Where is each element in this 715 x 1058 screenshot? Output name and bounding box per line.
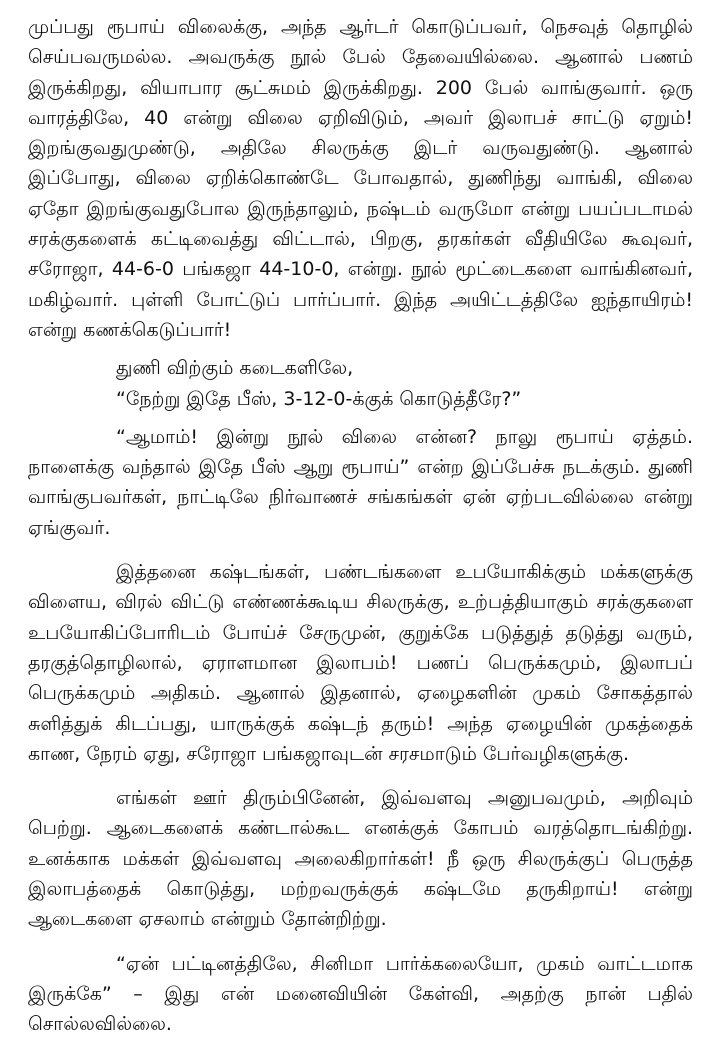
paragraph-return-home: எங்கள் ஊர் திரும்பினேன், இவ்வளவு அனுபவமும், அறிவும் பெற்று. ஆடைகளைக் கண்டால்கூட எனக்குக் கோபம் வரத்தொடங்கிற்று. உனக்காக மக்கள் இவ்வளவு அலைகிறார்கள்! நீ ஒரு சிலருக்குப் பெருத்த இலாபத்தைக் கொடுத்து, மற்றவருக்குக் கஷ்டமே தருகிறாய்! என்று ஆடைகளை ஏசலாம் என்றும் தோன்றிற்று. (28, 787, 693, 931)
paragraph-cotton-trade: முப்பது ரூபாய் விலைக்கு, அந்த ஆர்டர் கொடுப்பவர், நெசவுத் தொழில் செய்பவருமல்ல. அவருக்கு நூல் பேல் தேவையில்லை. ஆனால் பணம் இருக்கிறது, வியாபார சூட்சுமம் இருக்கிறது. 200 பேல் வாங்குவார். ஒரு வாரத்திலே, 40 என்று விலை ஏறிவிடும், அவர் இலாபச் சாட்டு ஏறும்! இறங்குவதுமுண்டு, அதிலே சிலருக்கு இடர் வருவதுண்டு. ஆனால் இப்போது, விலை ஏறிக்கொண்டே போவதால், துணிந்து வாங்கி, விலை ஏதோ இறங்குவதுபோல இருந்தாலும், நஷ்டம் வருமோ என்று பயப்படாமல் சரக்குகளைக் கட்டிவைத்து விட்டால், பிறகு, தரகர்கள் வீதியிலே கூவுவர், சரோஜா, 44-6-0 பங்கஜா 44-10-0, என்று. நூல் மூட்டைகளை வாங்கினவர், மகிழ்வார். புள்ளி போட்டுப் பார்ப்பார். இந்த அயிட்டத்திலே ஐந்தாயிரம்! என்று கணக்கெடுப்பார்! (28, 16, 693, 341)
paragraph-gap (28, 769, 693, 783)
document-page (28, 12, 693, 1040)
paragraph-gap (28, 935, 693, 949)
paragraph-gap (28, 543, 693, 557)
paragraph-hardships: இத்தனை கஷ்டங்கள், பண்டங்களை உபயோகிக்கும் மக்களுக்கு விளைய, விரல் விட்டு எண்ணக்கூடிய சிலருக்கு, உற்பத்தியாகும் சரக்குகளை உபயோகிப்போரிடம் போய்ச் சேருமுன், குறுக்கே படுத்துத் தடுத்து வரும், தரகுத்தொழிலால், ஏராளமான இலாபம்! பணப் பெருக்கமும், இலாபப் பெருக்கமும் அதிகம். ஆனால் இதனால், ஏழைகளின் முகம் சோகத்தால் சுளித்துக் கிடப்பது, யாருக்குக் கஷ்டந் தரும்! அந்த ஏழையின் முகத்தைக் காண, நேரம் ஏது, சரோஜா பங்கஜாவுடன் சரசமாடும் பேர்வழிகளுக்கு. (28, 561, 693, 765)
paragraph-customer-question: “நேற்று இதே பீஸ், 3-12-0-க்குக் கொடுத்தீரே?” (116, 387, 522, 410)
paragraph-gap (28, 345, 693, 353)
paragraph-gap (28, 414, 693, 422)
paragraph-wife-question: “ஏன் பட்டினத்திலே, சினிமா பார்க்கலையோ, முகம் வாட்டமாக இருக்கே” – இது என் மனைவியின் கேள்வி, அதற்கு நான் பதில் சொல்லவில்லை. (28, 952, 693, 1036)
paragraph-cloth-shops: துணி விற்கும் கடைகளிலே, (116, 357, 354, 380)
paragraph-shopkeeper-reply: “ஆமாம்! இன்று நூல் விலை என்ன? நாலு ரூபாய் ஏத்தம். நாளைக்கு வந்தால் இதே பீஸ் ஆறு ரூபாய்” என்ற இப்பேச்சு நடக்கும். துணி வாங்குபவர்கள், நாட்டிலே நிர்வாணச் சங்கங்கள் ஏன் ஏற்படவில்லை என்று ஏங்குவர். (28, 425, 693, 539)
